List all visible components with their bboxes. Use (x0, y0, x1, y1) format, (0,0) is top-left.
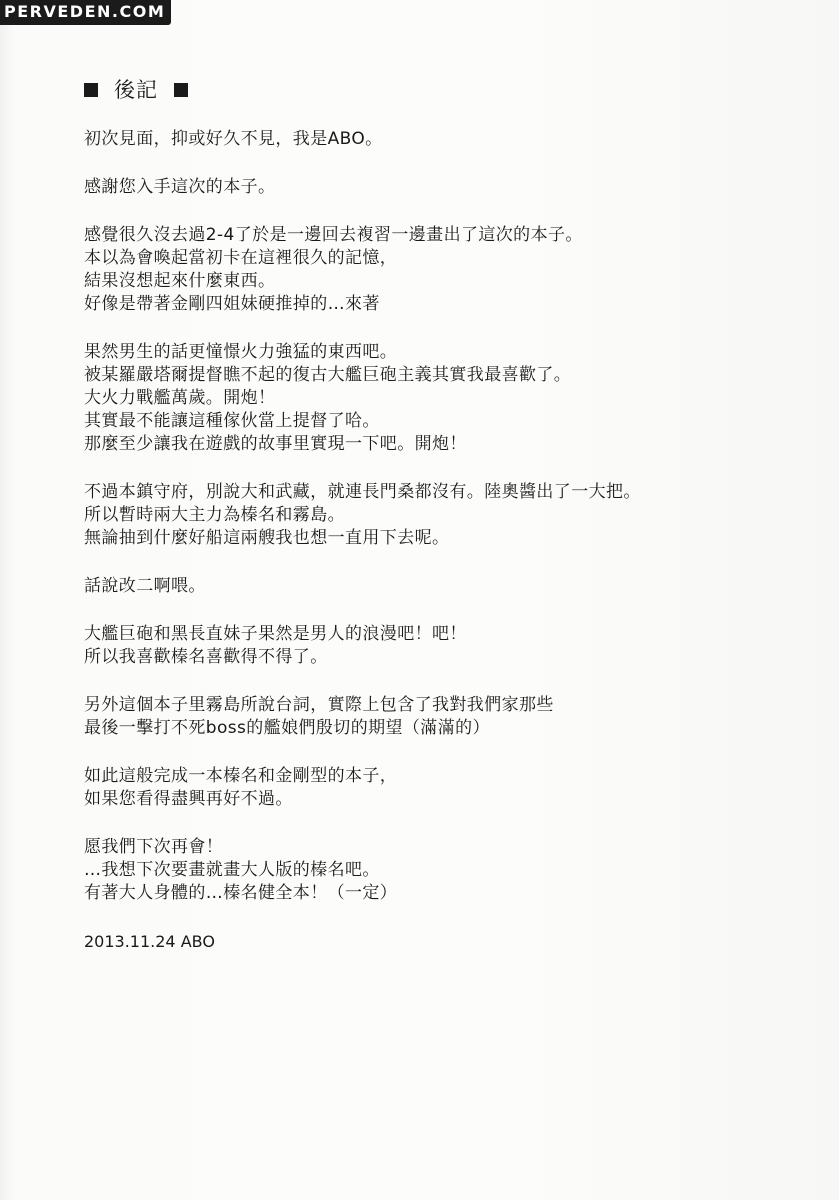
text-line: 有著大人身體的…榛名健全本！（一定） (84, 883, 398, 903)
text-line: 愿我們下次再會！ (84, 837, 224, 857)
paragraph (84, 575, 804, 598)
text-line: 如果您看得盡興再好不過。 (84, 789, 293, 809)
paragraph (84, 224, 804, 316)
text-line: 無論抽到什麼好船這兩艘我也想一直用下去呢。 (84, 528, 450, 548)
afterword-heading (84, 76, 188, 104)
afterword-title: 後記 (114, 78, 158, 102)
text-line: 結果沒想起來什麼東西。 (84, 271, 276, 291)
text-line: 感謝您入手這次的本子。 (84, 177, 276, 197)
paragraph (84, 128, 804, 151)
text-line: 不過本鎮守府，別說大和武藏，就連長門桑都沒有。陸奧醬出了一大把。 (84, 482, 641, 502)
text-line: 所以我喜歡榛名喜歡得不得了。 (84, 647, 328, 667)
text-line: 被某羅嚴塔爾提督瞧不起的復古大艦巨砲主義其實我最喜歡了。 (84, 365, 572, 385)
paragraph (84, 481, 804, 550)
text-line: 感覺很久沒去過2-4了於是一邊回去複習一邊畫出了這次的本子。 (84, 225, 583, 245)
paragraph (84, 765, 804, 811)
paragraph (84, 341, 804, 456)
text-line: 本以為會喚起當初卡在這裡很久的記憶， (84, 248, 398, 268)
text-line: 其實最不能讓這種傢伙當上提督了哈。 (84, 411, 380, 431)
text-line: 大艦巨砲和黑長直妹子果然是男人的浪漫吧！吧！ (84, 624, 467, 644)
text-line: 果然男生的話更憧憬火力強猛的東西吧。 (84, 342, 398, 362)
paragraph (84, 623, 804, 669)
afterword-body (84, 128, 804, 953)
paragraph (84, 176, 804, 199)
text-line: 好像是帶著金剛四姐妹硬推掉的…來著 (84, 294, 380, 314)
text-line: 所以暫時兩大主力為榛名和霧島。 (84, 505, 345, 525)
paragraph (84, 694, 804, 740)
text-line: …我想下次要畫就畫大人版的榛名吧。 (84, 860, 380, 880)
text-line: 如此這般完成一本榛名和金剛型的本子， (84, 766, 398, 786)
text-line: 最後一擊打不死boss的艦娘們殷切的期望（滿滿的） (84, 718, 490, 738)
site-watermark: PERVEDEN.COM (0, 0, 171, 25)
square-marker-left-icon (84, 83, 98, 97)
square-marker-right-icon (174, 83, 188, 97)
text-line: 另外這個本子里霧島所說台詞，實際上包含了我對我們家那些 (84, 695, 554, 715)
text-line: 話說改二啊喂。 (84, 576, 206, 596)
text-line: 大火力戰艦萬歲。開炮！ (84, 388, 276, 408)
text-line: 初次見面，抑或好久不見，我是ABO。 (84, 129, 383, 149)
signature-date: 2013.11.24 ABO (84, 932, 215, 951)
paragraph (84, 836, 804, 905)
text-line: 那麼至少讓我在遊戲的故事里實現一下吧。開炮！ (84, 434, 467, 454)
